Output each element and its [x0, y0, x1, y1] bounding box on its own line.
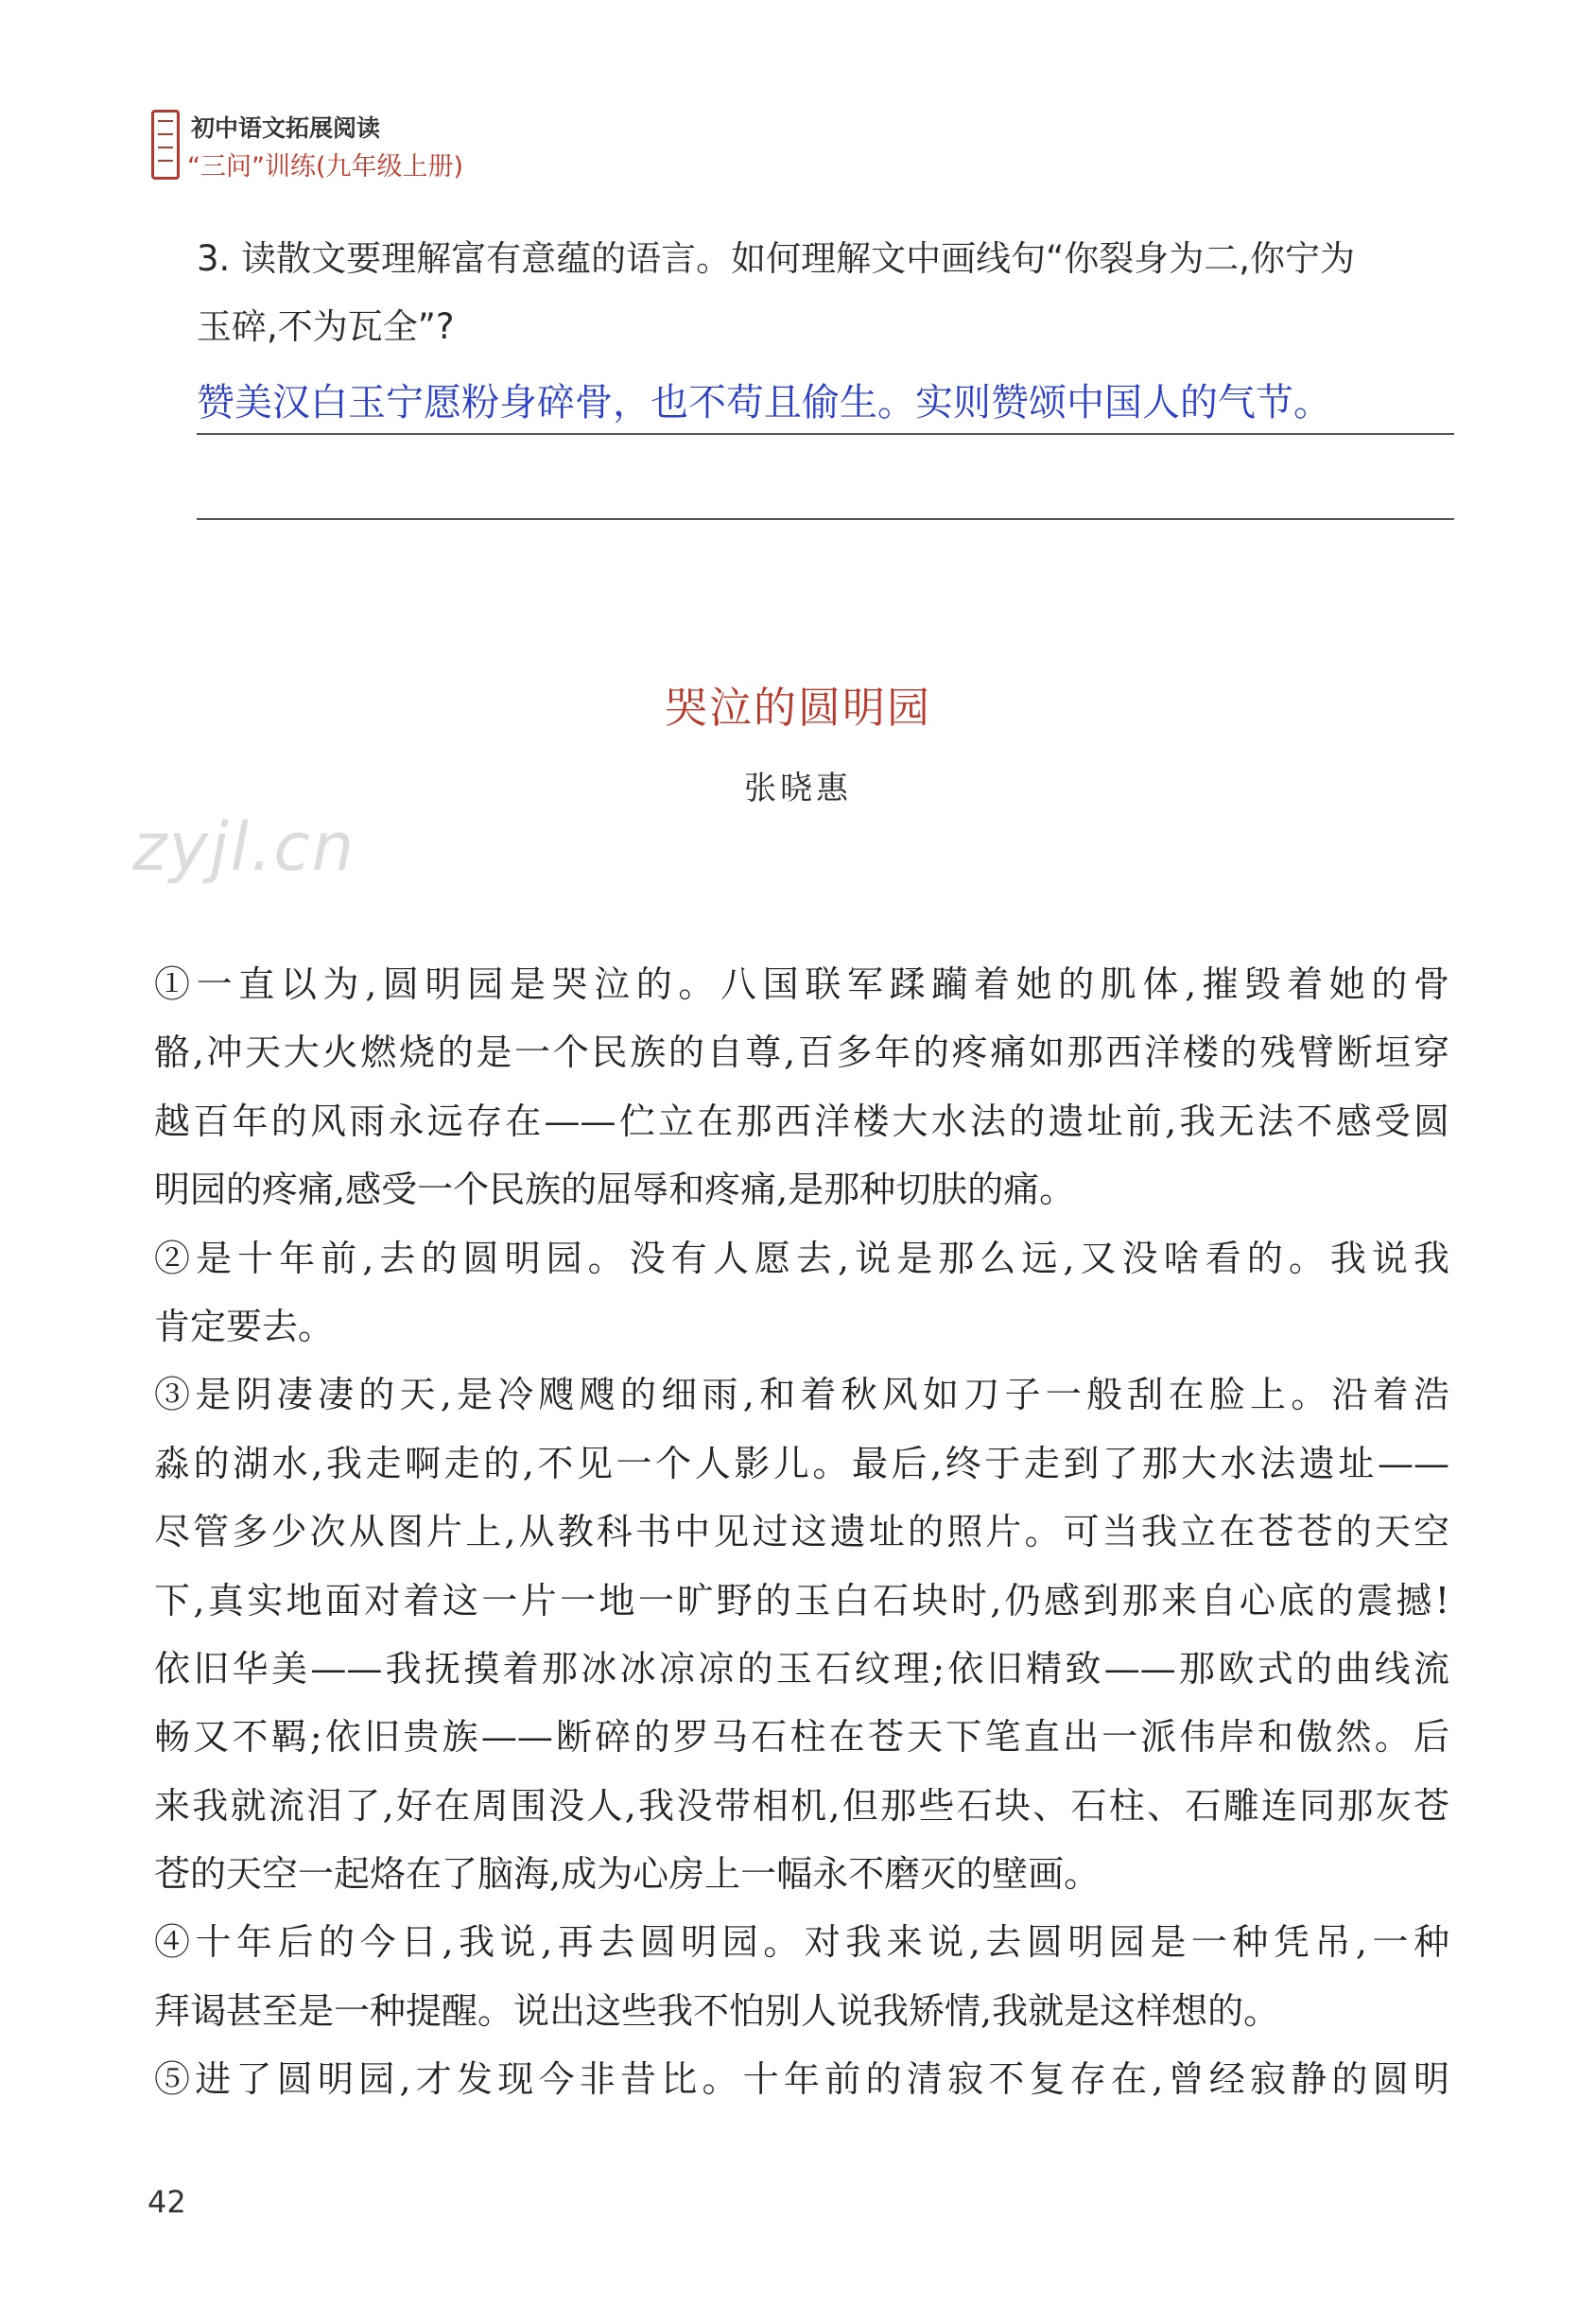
handwritten-answer: 赞美汉白玉宁愿粉身碎骨，也不苟且偷生。实则赞颂中国人的气节。 — [197, 373, 1454, 435]
body-line: ④十年后的今日,我说,再去圆明园。对我来说,去圆明园是一种凭吊,一种 — [154, 1921, 1449, 1964]
body-line: 肯定要去。 — [154, 1305, 335, 1347]
article-author: 张晓惠 — [744, 770, 852, 807]
body-line: ①一直以为,圆明园是哭泣的。八国联军蹂躏着她的肌体,摧毁着她的骨 — [154, 963, 1449, 1005]
book-series-title: 初中语文拓展阅读 — [191, 114, 381, 142]
question-3 — [197, 225, 1454, 361]
question-line-2: 玉碎,不为瓦全”? — [197, 306, 455, 347]
body-line: 依旧华美——我抚摸着那冰冰凉凉的玉石纹理;依旧精致——那欧式的曲线流 — [154, 1647, 1449, 1690]
book-subtitle: “三问”训练(九年级上册) — [187, 152, 464, 182]
watermark: zyjl.cn — [132, 808, 356, 886]
body-line: 骼,冲天大火燃烧的是一个民族的自尊,百多年的疼痛如那西洋楼的残臂断垣穿 — [154, 1032, 1449, 1074]
body-line: 尽管多少次从图片上,从教科书中见过这遗址的照片。可当我立在苍苍的天空 — [154, 1511, 1449, 1553]
page-header — [151, 106, 719, 191]
series-seal-icon — [151, 110, 180, 180]
question-text-1: 读散文要理解富有意蕴的语言。如何理解文中画线句“你裂身为二,你宁为 — [241, 238, 1356, 279]
body-line: 畅又不羁;依旧贵族——断碎的罗马石柱在苍天下笔直出一派伟岸和傲然。后 — [154, 1716, 1449, 1759]
question-number: 3. — [197, 238, 231, 279]
article-body — [154, 950, 1449, 2114]
body-line: ②是十年前,去的圆明园。没有人愿去,说是那么远,又没啥看的。我说我 — [154, 1237, 1449, 1279]
page-number: 42 — [147, 2184, 186, 2220]
body-line: 下,真实地面对着这一片一地一旷野的玉白石块时,仍感到那来自心底的震撼! — [154, 1579, 1449, 1621]
body-line: 淼的湖水,我走啊走的,不见一个人影儿。最后,终于走到了那大水法遗址—— — [154, 1442, 1449, 1484]
article-title: 哭泣的圆明园 — [664, 683, 931, 733]
question-line-1 — [197, 225, 1454, 293]
body-line: ⑤进了圆明园,才发现今非昔比。十年前的清寂不复存在,曾经寂静的圆明 — [154, 2058, 1449, 2101]
body-line: 来我就流泪了,好在周围没人,我没带相机,但那些石块、石柱、石雕连同那灰苍 — [154, 1784, 1449, 1827]
answer-blank-line — [197, 518, 1454, 520]
body-line: 拜谒甚至是一种提醒。说出这些我不怕别人说我矫情,我就是这样想的。 — [154, 1989, 1280, 2032]
body-line: ③是阴凄凄的天,是冷飕飕的细雨,和着秋风如刀子一般刮在脸上。沿着浩 — [154, 1374, 1449, 1416]
body-line: 苍的天空一起烙在了脑海,成为心房上一幅永不磨灭的壁画。 — [154, 1853, 1101, 1896]
body-line: 越百年的风雨永远存在——伫立在那西洋楼大水法的遗址前,我无法不感受圆 — [154, 1100, 1449, 1142]
body-line: 明园的疼痛,感受一个民族的屈辱和疼痛,是那种切肤的痛。 — [154, 1169, 1076, 1211]
